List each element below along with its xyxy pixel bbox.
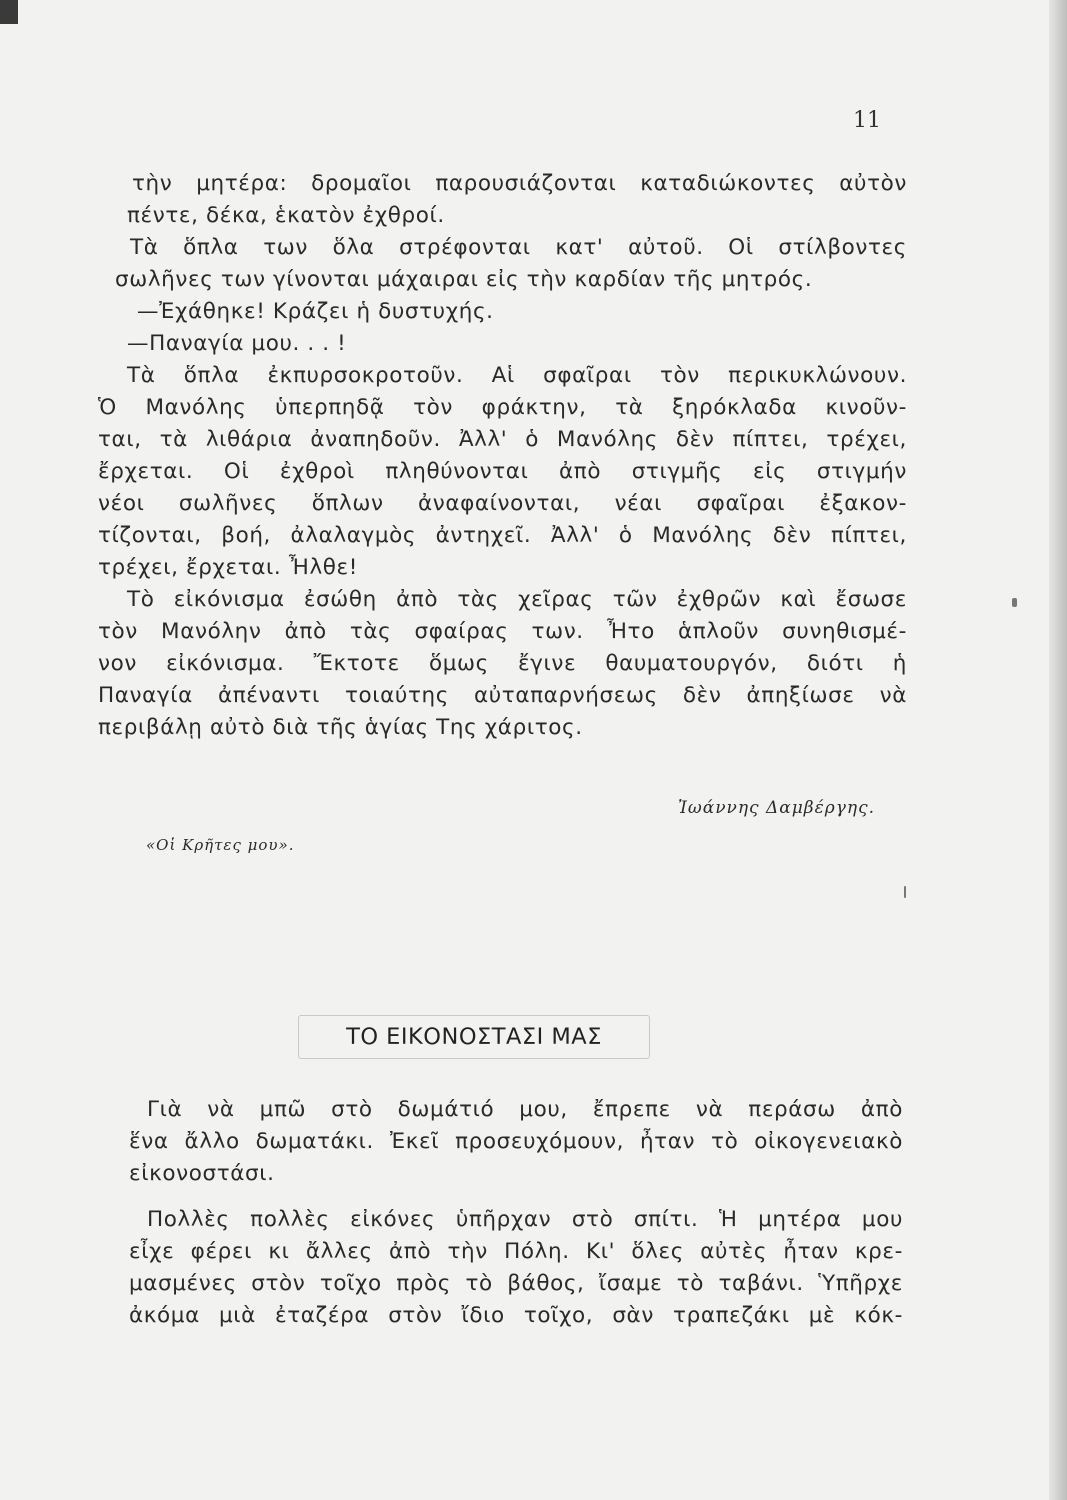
text-line: Πολλὲς πολλὲς εἰκόνες ὑπῆρχαν στὸ σπίτι. Ἡ μητέρα μου [147, 1207, 903, 1232]
story-text [98, 168, 907, 744]
text-line: τὴν μητέρα: δρομαῖοι παρουσιάζονται καταδιώκοντες αὐτὸν [132, 171, 907, 196]
text-line: Γιὰ νὰ μπῶ στὸ δωμάτιό μου, ἔπρεπε νὰ περάσω ἀπὸ [147, 1097, 903, 1122]
text-line: —Ἐχάθηκε! Κράζει ἡ δυστυχής. [137, 299, 494, 324]
author-signature: Ἰωάννης Δαμβέργης. [678, 798, 875, 818]
scan-speck [904, 886, 906, 898]
text-line: Παναγία ἀπέναντι τοιαύτης αὐταπαρνήσεως δὲν ἀπηξίωσε νὰ [98, 683, 907, 708]
section-heading: ΤΟ ΕΙΚΟΝΟΣΤΑΣΙ ΜΑΣ [298, 1015, 650, 1059]
text-line: μασμένες στὸν τοῖχο πρὸς τὸ βάθος, ἴσαμε τὸ ταβάνι. Ὑπῆρχε [129, 1271, 903, 1296]
text-line: Τὸ εἰκόνισμα ἐσώθη ἀπὸ τὰς χεῖρας τῶν ἐχθρῶν καὶ ἔσωσε [127, 587, 907, 612]
text-line: σωλῆνες των γίνονται μάχαιραι εἰς τὴν καρδίαν τῆς μητρός. [115, 267, 813, 292]
text-line: ἔρχεται. Οἱ ἐχθροὶ πληθύνονται ἀπὸ στιγμῆς εἰς στιγμήν [98, 459, 907, 484]
scan-edge-left [0, 0, 18, 24]
text-line: εἰκονοστάσι. [129, 1161, 275, 1186]
text-line: πέντε, δέκα, ἑκατὸν ἐχθροί. [127, 203, 445, 228]
text-line: Τὰ ὅπλα των ὅλα στρέφονται κατ' αὐτοῦ. Οἱ στίλβοντες [130, 235, 907, 260]
text-line: Τὰ ὅπλα ἐκπυρσοκροτοῦν. Αἱ σφαῖραι τὸν περικυκλώνουν. [127, 363, 907, 388]
text-line: νον εἰκόνισμα. Ἔκτοτε ὅμως ἔγινε θαυματουργόν, διότι ἡ [98, 651, 907, 676]
text-line: ἀκόμα μιὰ ἐταζέρα στὸν ἴδιο τοῖχο, σὰν τραπεζάκι μὲ κόκ- [129, 1303, 903, 1328]
text-line: περιβάλῃ αὐτὸ διὰ τῆς ἁγίας Της χάριτος. [98, 715, 583, 740]
text-line: ἕνα ἄλλο δωματάκι. Ἐκεῖ προσευχόμουν, ἦταν τὸ οἰκογενειακὸ [129, 1129, 903, 1154]
text-line: τὸν Μανόλην ἀπὸ τὰς σφαίρας των. Ἦτο ἁπλοῦν συνηθισμέ- [98, 619, 907, 644]
source-citation: «Οἱ Κρῆτες μου». [146, 836, 295, 854]
scan-edge-right [1049, 0, 1067, 1500]
scan-speck [1012, 598, 1017, 607]
section-text [129, 1094, 903, 1332]
text-line: Ὁ Μανόλης ὑπερπηδᾷ τὸν φράκτην, τὰ ξηρόκλαδα κινοῦν- [98, 395, 907, 420]
text-line: τρέχει, ἔρχεται. Ἦλθε! [98, 555, 358, 580]
text-line: —Παναγία μου. . . ! [127, 331, 347, 356]
text-line: νέοι σωλῆνες ὅπλων ἀναφαίνονται, νέαι σφαῖραι ἐξακον- [98, 491, 907, 516]
text-line: ται, τὰ λιθάρια ἀναπηδοῦν. Ἀλλ' ὁ Μανόλης δὲν πίπτει, τρέχει, [98, 427, 907, 452]
text-line: τίζονται, βοή, ἀλαλαγμὸς ἀντηχεῖ. Ἀλλ' ὁ Μανόλης δὲν πίπτει, [98, 523, 907, 548]
text-line: εἶχε φέρει κι ἄλλες ἀπὸ τὴν Πόλη. Κι' ὅλες αὐτὲς ἦταν κρε- [129, 1239, 903, 1264]
page-number: 11 [853, 108, 881, 133]
